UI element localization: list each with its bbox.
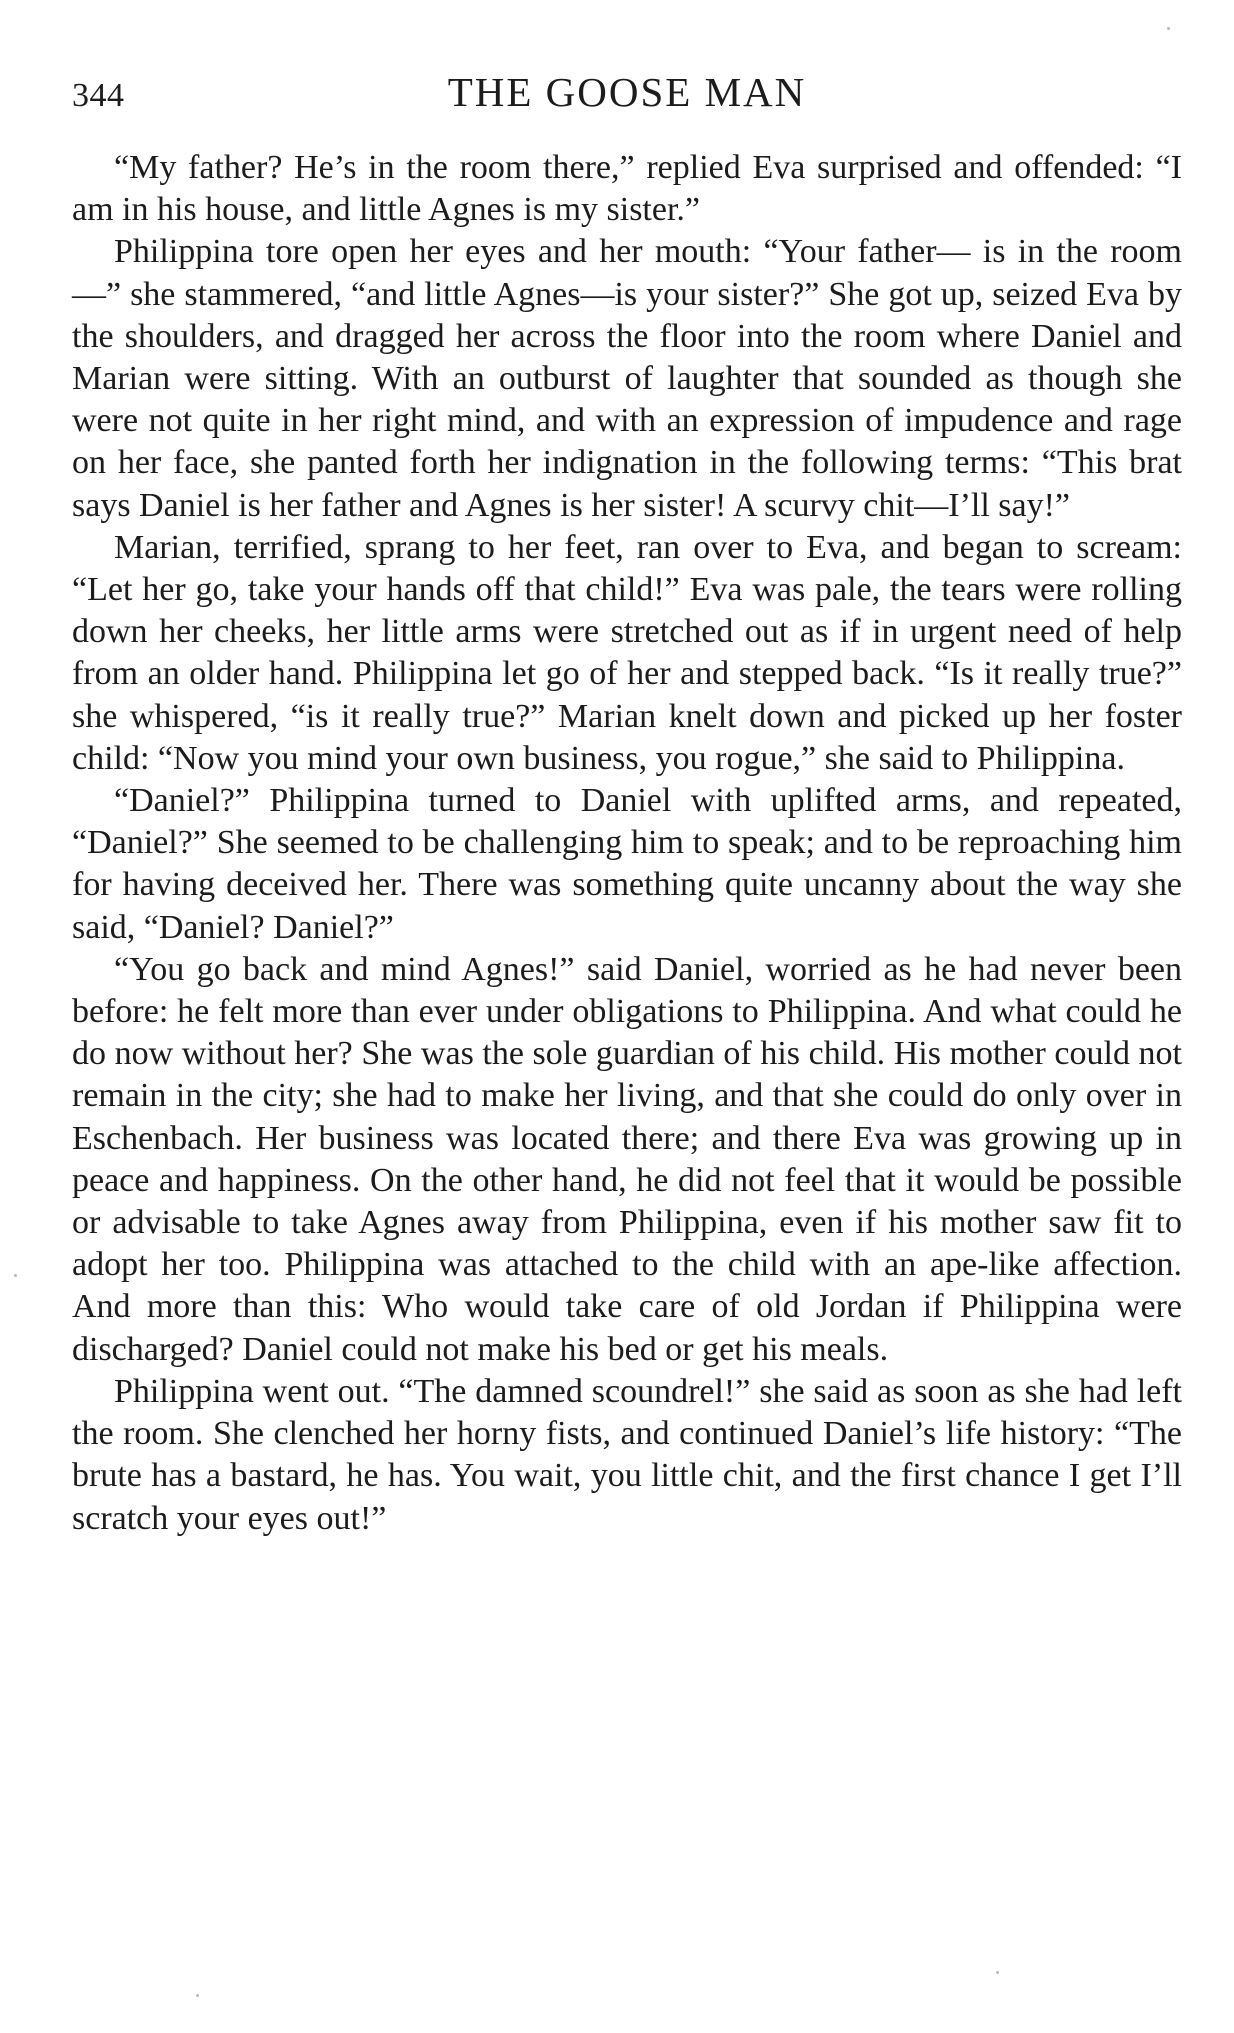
running-header bbox=[72, 68, 1182, 132]
body-text bbox=[72, 147, 1182, 1540]
paper-speck bbox=[14, 1274, 17, 1277]
paper-speck bbox=[996, 1971, 999, 1974]
page-number: 344 bbox=[72, 77, 125, 114]
paragraph-philippina-exit: Philippina went out. “The damned scoundrel!” she said as soon as she had left the room. She clenched her horny fists, and continued Daniel’s life history: “The brute has a bastard, he has. You wait, you little chit, and the first chance I get I’ll scratch your eyes out!” bbox=[72, 1372, 1182, 1537]
paper-speck bbox=[196, 1994, 199, 1997]
paragraph-daniel-challenged: “Daniel?” Philippina turned to Daniel with uplifted arms, and repeated, “Daniel?” She seemed to be challenging him to speak; and to be reproaching him for having deceived her. There was something quite uncanny about the way she said, “Daniel? Daniel?” bbox=[72, 782, 1182, 946]
paragraph-daniel-worried: “You go back and mind Agnes!” said Daniel, worried as he had never been before: he felt more than ever under obligations to Philippina. And what could he do now without her? She was the sole guardian of his child. His mother could not remain in the city; she had to make her living, and that she could do only over in Eschenbach. Her business was located there; and there Eva was growing up in peace and happiness. On the other hand, he did not feel that it would be possible or advisable to take Agnes away from Philippina, even if his mother saw fit to adopt her too. Philippina was attached to the child with an ape-like affection. And more than this: Who would take care of old Jordan if Philippina were discharged? Daniel could not make his bed or get his meals. bbox=[72, 950, 1182, 1368]
book-title: THE GOOSE MAN bbox=[447, 69, 807, 115]
paper-speck bbox=[1167, 27, 1170, 30]
paragraph-marian-intervenes: Marian, terrified, sprang to her feet, ran over to Eva, and began to scream: “Let her go, take your hands off that child!” Eva was pale, the tears were rolling down her cheeks, her little arms were stretched out as if in urgent need of help from an older hand. Philippina let go of her and stepped back. “Is it really true?” she whispered, “is it really true?” Marian knelt down and picked up her foster child: “Now you mind your own business, you rogue,” she said to Philippina. bbox=[72, 528, 1182, 777]
paragraph-eva-reply: “My father? He’s in the room there,” replied Eva surprised and offended: “I am in his house, and little Agnes is my sister.” bbox=[72, 149, 1182, 229]
paragraph-philippina-drags-eva: Philippina tore open her eyes and her mouth: “Your father— is in the room—” she stammered, “and little Agnes—is your sister?” She got up, seized Eva by the shoulders, and dragged her across the floor into the room where Daniel and Marian were sitting. With an outburst of laughter that sounded as though she were not quite in her right mind, and with an expression of impudence and rage on her face, she panted forth her indignation in the following terms: “This brat says Daniel is her father and Agnes is her sister! A scurvy chit—I’ll say!” bbox=[72, 233, 1182, 524]
